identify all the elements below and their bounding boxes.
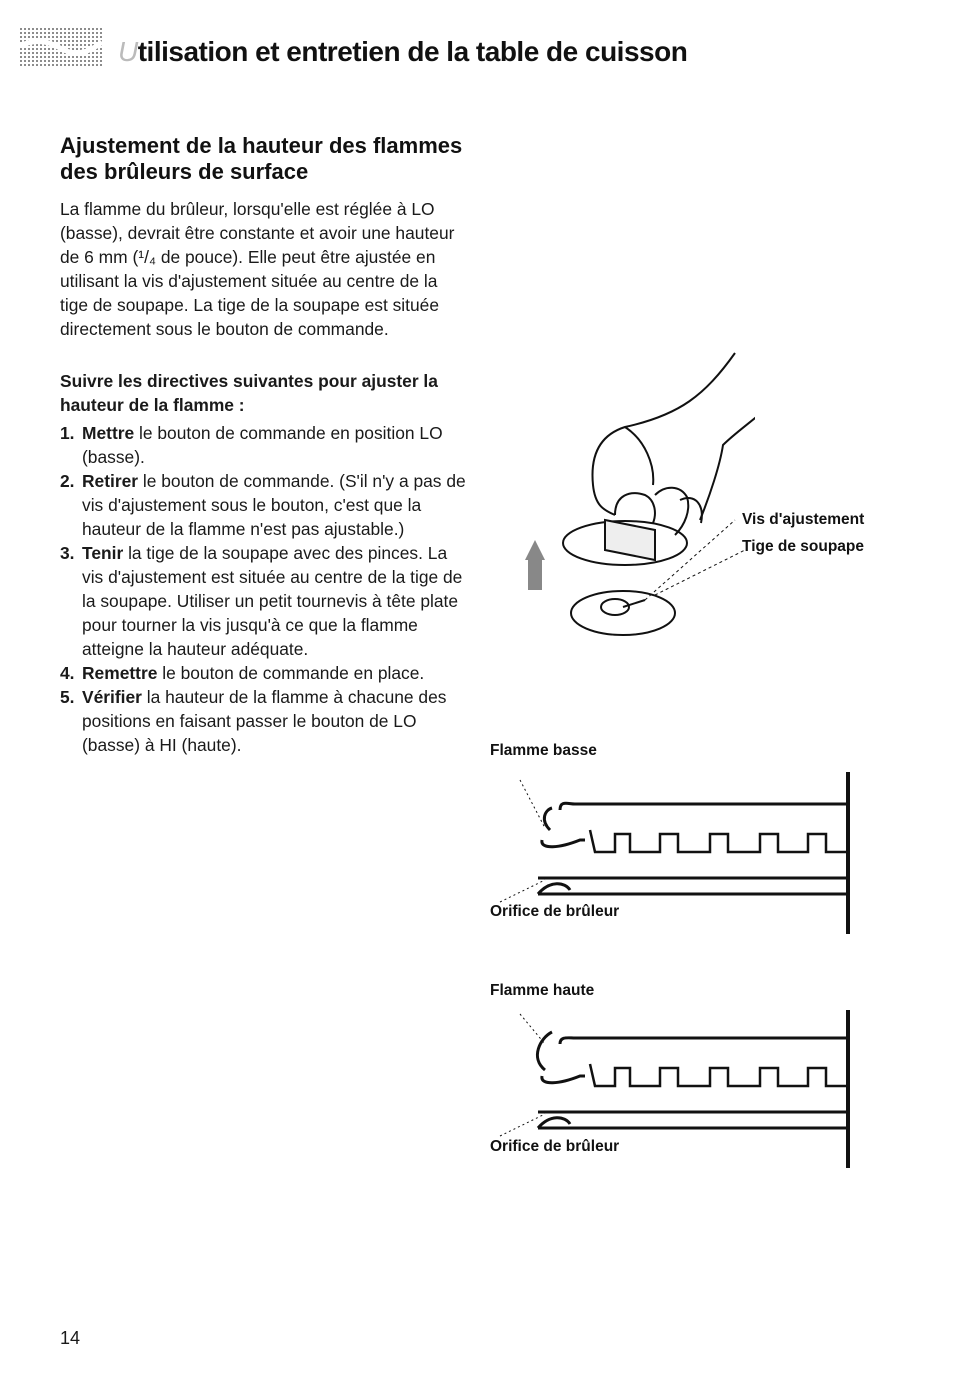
label-adjustment-screw: Vis d'ajustement	[742, 511, 865, 528]
step-verb: Retirer	[82, 471, 139, 491]
step-item	[60, 661, 470, 685]
label-valve-stem: Tige de soupape	[742, 538, 865, 555]
header-title-rest: tilisation et entretien de la table de cuisson	[137, 36, 688, 67]
step-text: le bouton de commande en position LO (basse).	[82, 423, 443, 467]
label-low-orifice: Orifice de brûleur	[490, 903, 620, 920]
step-item	[60, 469, 470, 541]
steps-list	[60, 421, 470, 757]
step-text: la tige de la soupape avec des pinces. La vis d'ajustement est située au centre de la tige de la soupape. Utiliser un petit tournevis à tête plate pour tourner la vis jusqu'à ce que la flamme atteigne la hauteur adéquate.	[82, 543, 463, 659]
step-text: le bouton de commande en place.	[157, 663, 425, 683]
page-header-title	[118, 36, 687, 68]
step-number: 2.	[60, 471, 75, 491]
label-high-orifice: Orifice de brûleur	[490, 1138, 620, 1155]
page-number: 14	[60, 1328, 81, 1348]
step-number: 5.	[60, 687, 75, 707]
step-text: la hauteur de la flamme à chacune des positions en faisant passer le bouton de LO (basse) à HI (haute).	[82, 687, 447, 755]
header-logo-graphic	[20, 28, 102, 68]
step-item	[60, 685, 470, 757]
label-low-flame: Flamme basse	[490, 742, 597, 759]
label-high-flame: Flamme haute	[490, 982, 595, 999]
directive-heading: Suivre les directives suivantes pour ajuster la hauteur de la flamme :	[60, 371, 438, 415]
step-number: 4.	[60, 663, 75, 683]
step-number: 1.	[60, 423, 75, 443]
step-text: le bouton de commande. (S'il n'y a pas de vis d'ajustement sous le bouton, c'est que la hauteur de la flamme n'est pas ajustable.)	[82, 471, 466, 539]
step-number: 3.	[60, 543, 75, 563]
section-title: Ajustement de la hauteur des flammes des brûleurs de surface	[60, 133, 463, 184]
step-verb: Tenir	[82, 543, 124, 563]
intro-paragraph: La flamme du brûleur, lorsqu'elle est réglée à LO (basse), devrait être constante et avoir une hauteur de 6 mm (¹/₄ de pouce). Elle peut être ajustée en utilisant la vis d'ajustement située au centre de la tige de soupape. La tige de la soupape est située directement sous le bouton de commande.	[60, 199, 455, 339]
step-verb: Mettre	[82, 423, 135, 443]
step-item	[60, 541, 470, 661]
step-verb: Vérifier	[82, 687, 142, 707]
step-item	[60, 421, 470, 469]
step-verb: Remettre	[82, 663, 158, 683]
header-title-initial: U	[118, 36, 138, 67]
valve-adjustment-illustration	[505, 345, 755, 655]
